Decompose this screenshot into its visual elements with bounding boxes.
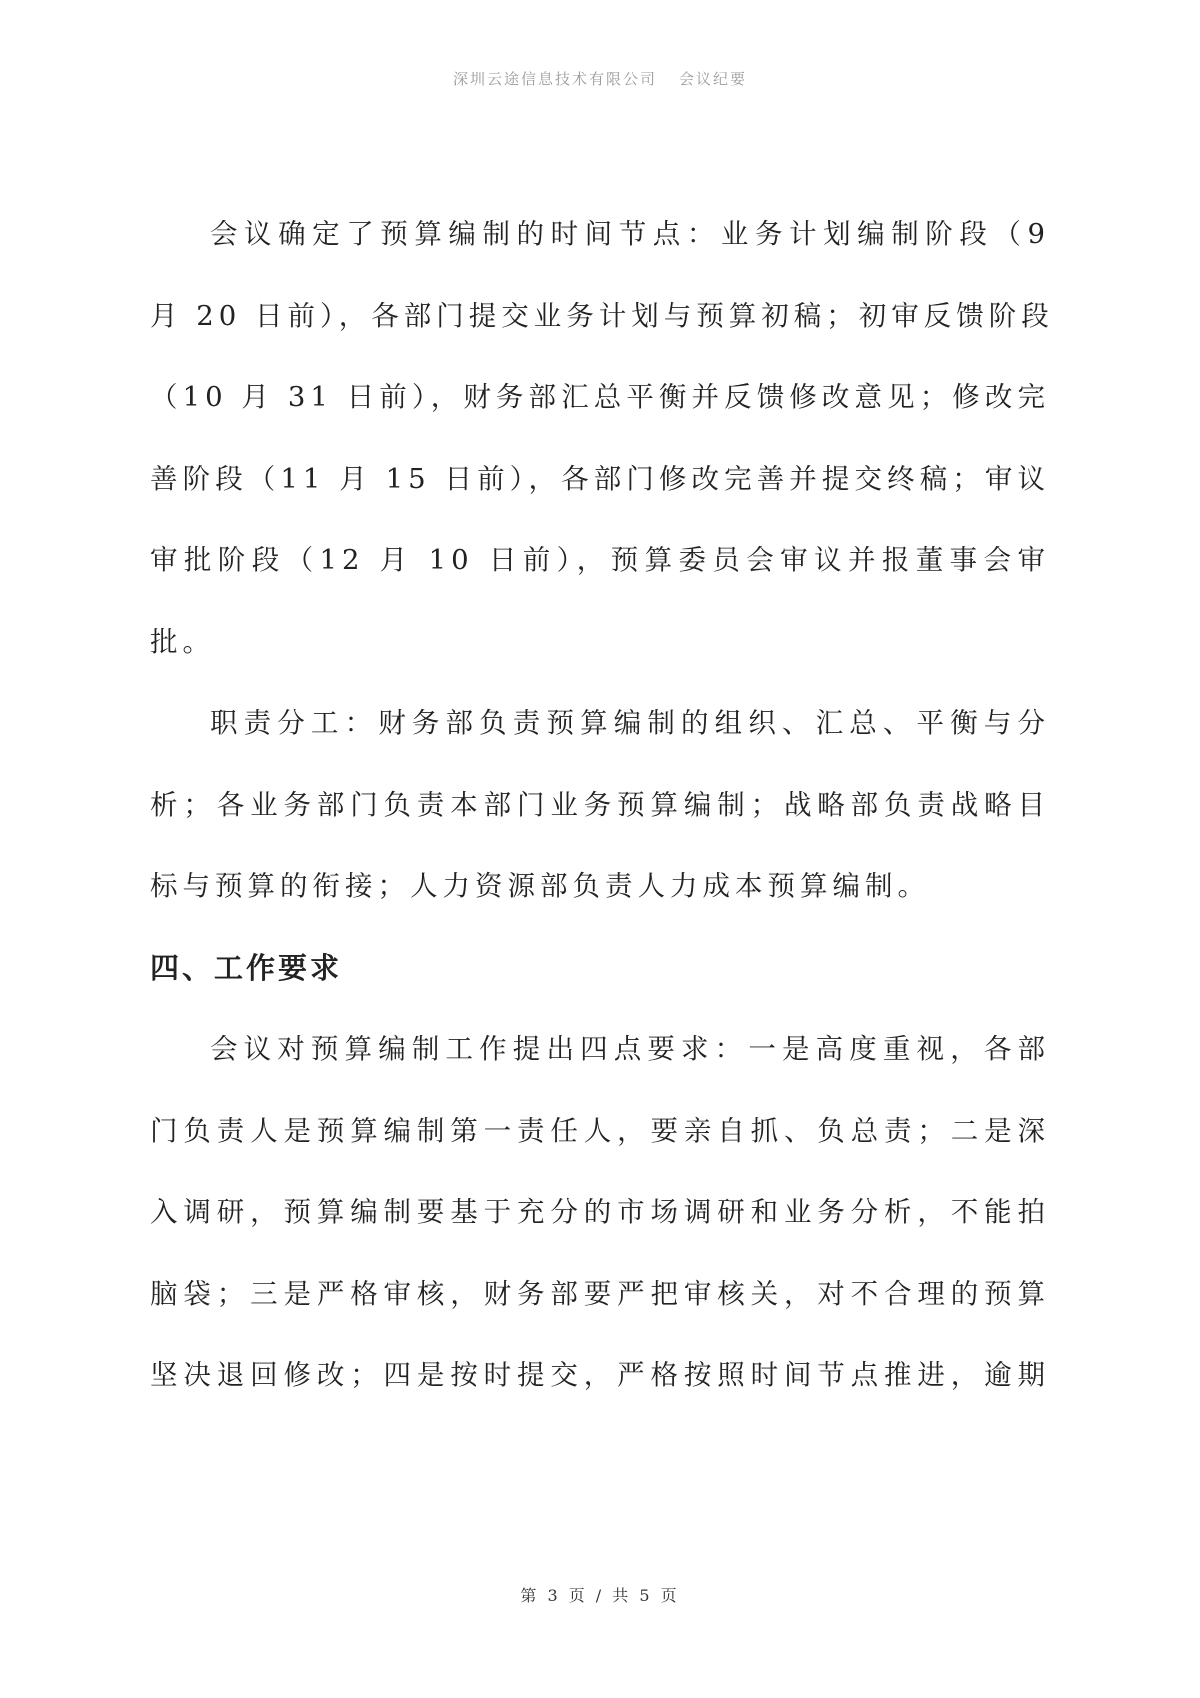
page-number: 第 3 页 / 共 5 页 xyxy=(520,1586,680,1605)
text-line: 会议对预算编制工作提出四点要求：一是高度重视，各部 xyxy=(210,1033,1050,1065)
text-line: 善阶段（11 月 15 日前），各部门修改完善并提交终稿；审议 xyxy=(150,462,1050,495)
section-heading: 四、工作要求 xyxy=(150,950,343,985)
header-doc-type: 会议纪要 xyxy=(679,70,748,88)
text-line: 月 20 日前），各部门提交业务计划与预算初稿；初审反馈阶段 xyxy=(150,299,1054,332)
text-line: 脑袋；三是严格审核，财务部要严把审核关，对不合理的预算 xyxy=(150,1277,1050,1310)
text-line: 审批阶段（12 月 10 日前），预算委员会审议并报董事会审 xyxy=(150,544,1050,576)
page-header xyxy=(0,68,1200,89)
paragraph-duties xyxy=(150,683,1050,928)
document-body xyxy=(150,194,1054,1417)
text-line: （10 月 31 日前），财务部汇总平衡并反馈修改意见；修改完 xyxy=(150,381,1050,413)
header-company: 深圳云途信息技术有限公司 xyxy=(452,70,657,88)
text-line: 门负责人是预算编制第一责任人，要亲自抓、负总责；二是深 xyxy=(150,1114,1050,1147)
text-line: 批。 xyxy=(150,625,215,658)
text-line: 析；各业务部门负责本部门业务预算编制；战略部负责战略目 xyxy=(150,788,1050,821)
text-line: 标与预算的衔接；人力资源部负责人力成本预算编制。 xyxy=(150,870,930,902)
paragraph-timeline xyxy=(150,194,1054,683)
paragraph-requirements xyxy=(150,1009,1050,1417)
text-line: 入调研，预算编制要基于充分的市场调研和业务分析，不能拍 xyxy=(150,1196,1050,1228)
text-line: 坚决退回修改；四是按时提交，严格按照时间节点推进，逾期 xyxy=(150,1359,1050,1391)
text-line: 会议确定了预算编制的时间节点：业务计划编制阶段（9 xyxy=(210,218,1050,250)
page-footer xyxy=(0,1583,1200,1606)
text-line: 职责分工：财务部负责预算编制的组织、汇总、平衡与分 xyxy=(210,707,1050,739)
